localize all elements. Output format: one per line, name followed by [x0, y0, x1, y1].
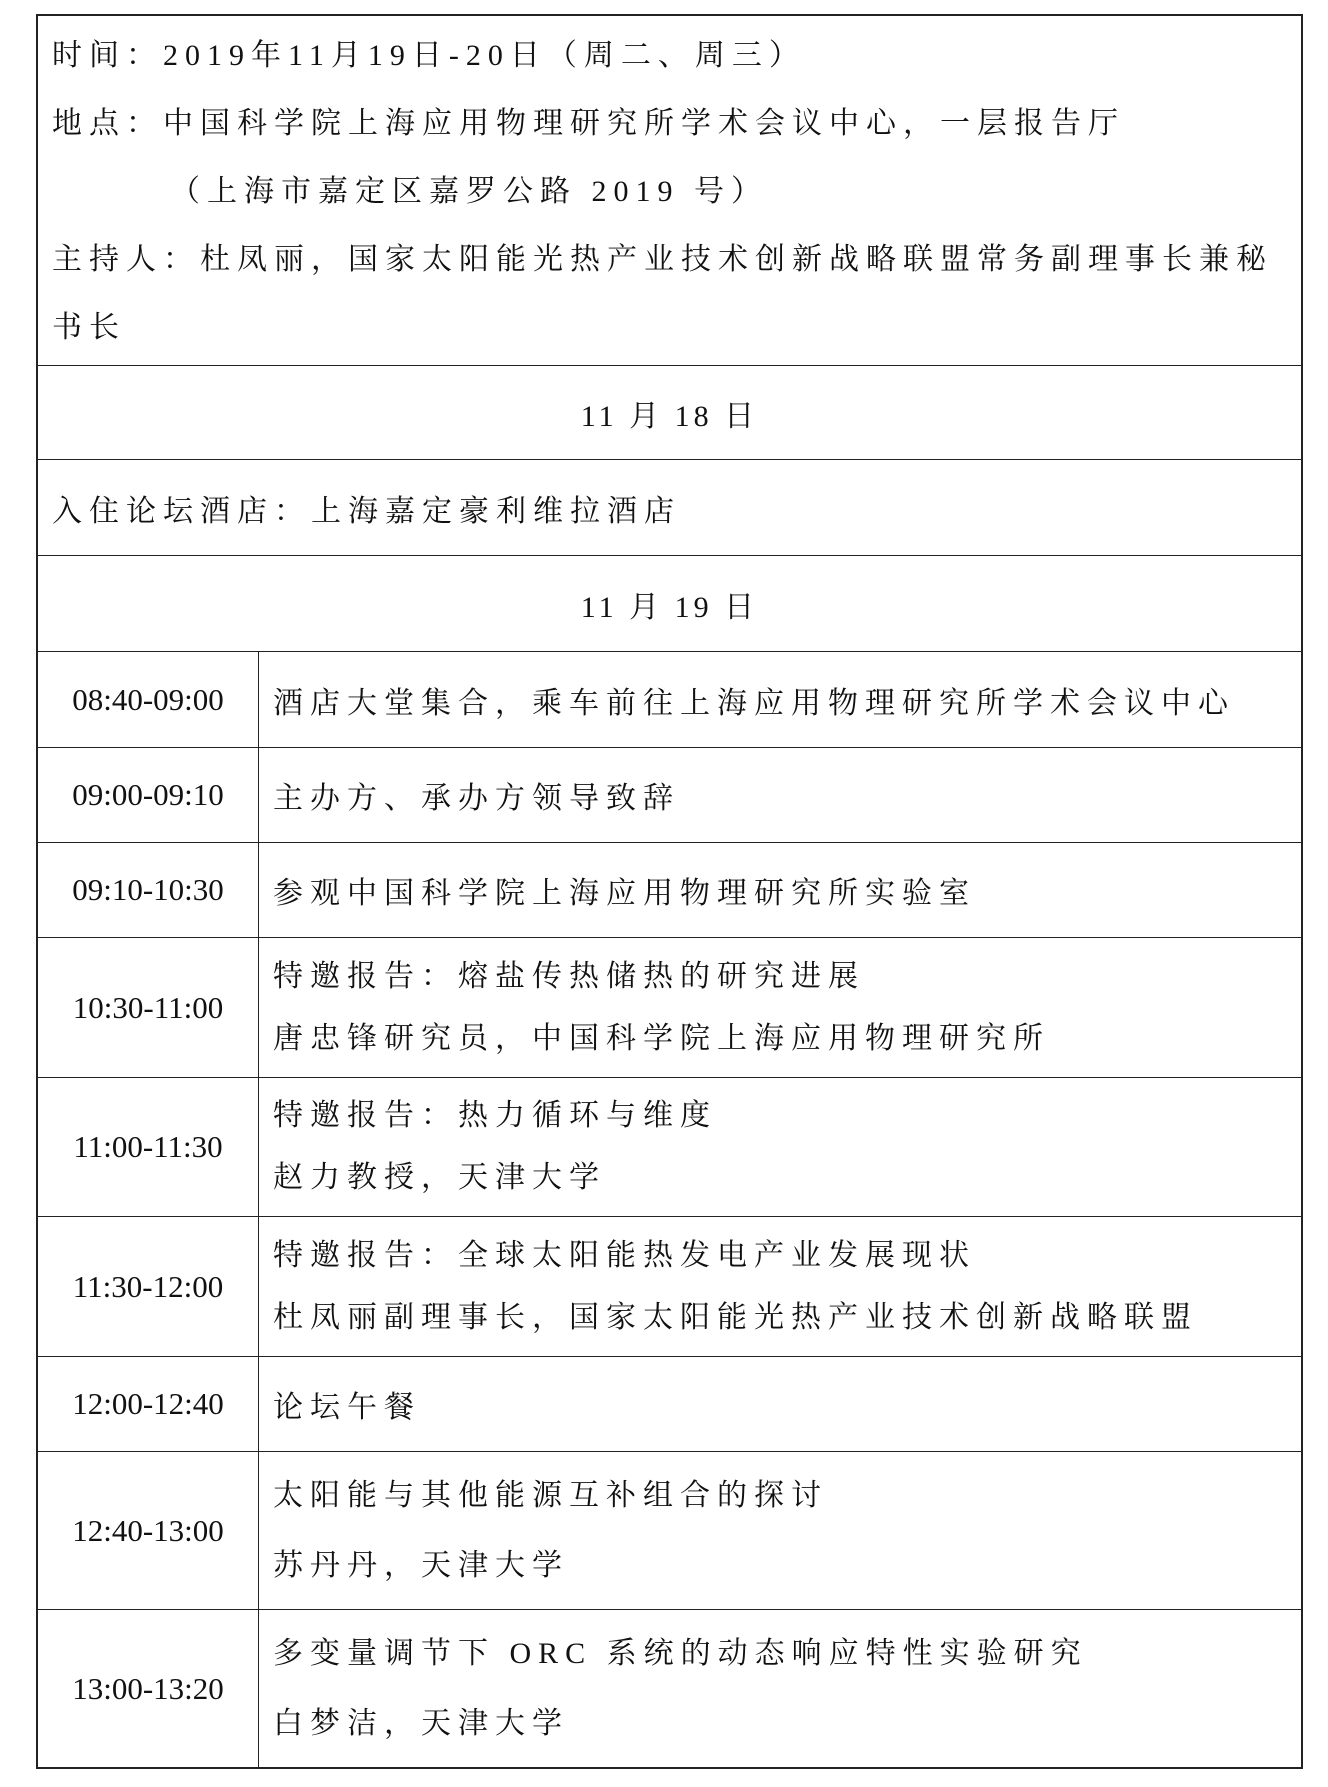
speaker: 赵力教授，天津大学	[273, 1161, 606, 1194]
speaker: 白梦洁，天津大学	[273, 1706, 569, 1740]
report-title: 太阳能与其他能源互补组合的探讨	[273, 1478, 828, 1512]
event-info-block	[38, 16, 1301, 365]
time-cell: 09:10-10:30	[38, 843, 259, 937]
agenda-item: 主办方、承办方领导致辞	[273, 782, 680, 815]
agenda-item: 酒店大堂集合，乘车前往上海应用物理研究所学术会议中心	[273, 686, 1235, 720]
table-row	[38, 1609, 1301, 1767]
table-row	[38, 747, 1301, 842]
time-cell: 11:00-11:30	[38, 1078, 259, 1216]
event-host: 主持人：杜凤丽，国家太阳能光热产业技术创新战略联盟常务副理事长兼秘书长	[52, 243, 1273, 344]
date-row-day1	[38, 365, 1301, 459]
schedule-table	[36, 14, 1303, 1769]
time-cell: 12:00-12:40	[38, 1357, 259, 1451]
content-cell	[259, 1078, 1301, 1216]
time-cell: 11:30-12:00	[38, 1217, 259, 1356]
agenda-item: 论坛午餐	[273, 1391, 421, 1424]
content-cell	[259, 748, 1301, 842]
event-time: 时间：2019年11月19日-20日（周二、周三）	[52, 39, 806, 72]
content-cell	[259, 1610, 1301, 1767]
content-cell	[259, 652, 1301, 747]
time-cell: 08:40-09:00	[38, 652, 259, 747]
time-cell: 10:30-11:00	[38, 938, 259, 1077]
content-cell	[259, 1357, 1301, 1451]
time-cell: 09:00-09:10	[38, 748, 259, 842]
content-cell	[259, 1452, 1301, 1609]
time-cell: 12:40-13:00	[38, 1452, 259, 1609]
checkin-text: 入住论坛酒店：上海嘉定豪利维拉酒店	[52, 494, 681, 528]
report-title: 特邀报告：热力循环与维度	[273, 1099, 717, 1132]
report-title: 特邀报告：熔盐传热储热的研究进展	[273, 959, 865, 993]
time-cell: 13:00-13:20	[38, 1610, 259, 1767]
content-cell	[259, 1217, 1301, 1356]
report-title: 特邀报告：全球太阳能热发电产业发展现状	[273, 1238, 976, 1272]
table-row	[38, 1451, 1301, 1609]
speaker: 苏丹丹，天津大学	[273, 1548, 569, 1582]
content-cell	[259, 938, 1301, 1077]
date-label: 11 月 19 日	[580, 590, 759, 624]
table-row	[38, 1077, 1301, 1216]
event-location: 地点：中国科学院上海应用物理研究所学术会议中心，一层报告厅	[52, 107, 1125, 140]
table-row	[38, 1216, 1301, 1356]
table-row	[38, 1356, 1301, 1451]
content-cell	[259, 843, 1301, 937]
report-title: 多变量调节下 ORC 系统的动态响应特性实验研究	[273, 1636, 1088, 1670]
event-address: （上海市嘉定区嘉罗公路 2019 号）	[170, 175, 768, 208]
speaker: 唐忠锋研究员，中国科学院上海应用物理研究所	[273, 1021, 1050, 1055]
checkin-row	[38, 459, 1301, 555]
date-row-day2	[38, 555, 1301, 651]
table-row	[38, 842, 1301, 937]
agenda-item: 参观中国科学院上海应用物理研究所实验室	[273, 877, 976, 910]
date-label: 11 月 18 日	[580, 399, 759, 433]
table-row	[38, 651, 1301, 747]
speaker: 杜凤丽副理事长，国家太阳能光热产业技术创新战略联盟	[273, 1300, 1198, 1334]
table-row	[38, 937, 1301, 1077]
